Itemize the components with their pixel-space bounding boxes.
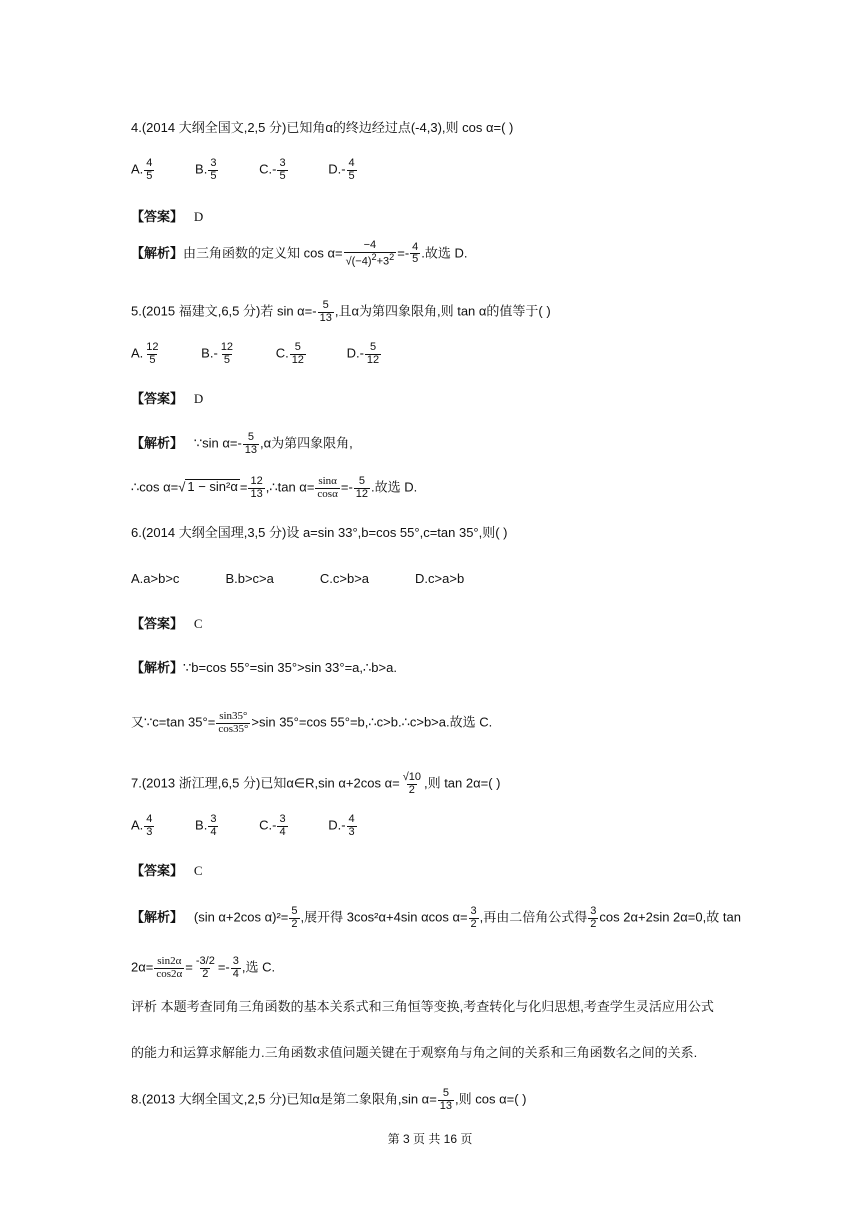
q6-option-d: D.c>a>b: [415, 571, 465, 586]
q6-option-c: C.c>b>a: [319, 571, 370, 586]
q4-stem: 4.(2014 大纲全国文,2,5 分)已知角α的终边经过点(-4,3),则 cos α=( ): [131, 120, 514, 135]
q4-answer: 【答案】 D: [131, 209, 204, 224]
q4-option-d: D.- $\frac{4}{5}$: [328, 157, 355, 182]
page-footer: 第 3 页 共 16 页: [387, 1132, 473, 1146]
q5-answer: 【答案】 D: [131, 391, 204, 406]
q6-option-a: A.a>b>c: [131, 571, 180, 586]
q5-options: [131, 342, 418, 366]
q6-answer: 【答案】 C: [131, 616, 203, 631]
q7-comment-line2: 的能力和运算求解能力.三角函数求值问题关键在于观察角与角之间的关系和三角函数名之间的关系.: [131, 1045, 698, 1060]
q4-analysis: 【解析】由三角函数的定义知 cos α= $\frac{-4}{√(-4)^2+3^2}$ =- $\frac{4}{5}$ .故选 D.: [131, 239, 468, 268]
q7-answer: 【答案】 C: [131, 863, 203, 878]
q7-option-a: A. $\frac{4}{3}$: [131, 813, 153, 838]
q4-options: [131, 158, 394, 182]
q8-stem: 8.(2013 大纲全国文,2,5 分)已知α是第二象限角,sin α= $\frac{5}{13}$ ,则 cos α=( ): [131, 1087, 527, 1112]
q7-option-c: C.- $\frac{3}{4}$: [259, 813, 286, 838]
q4-option-c: C.- $\frac{3}{5}$: [259, 157, 286, 182]
q7-stem: 7.(2013 浙江理,6,5 分)已知α∈R,sin α+2cos α= $\frac{√10}{2}$ ,则 tan 2α=( ): [131, 771, 501, 796]
q4-option-a: A. $\frac{4}{5}$: [131, 157, 153, 182]
q5-option-b: B.- $\frac{12}{5}$: [201, 341, 234, 366]
q7-options: [131, 814, 394, 838]
q5-option-a: A. $\frac{12}{5}$: [131, 341, 159, 366]
q7-option-b: B. $\frac{3}{4}$: [195, 813, 217, 838]
q6-options: [131, 572, 500, 585]
q4-option-b: B. $\frac{3}{5}$: [195, 157, 217, 182]
q5-stem: 5.(2015 福建文,6,5 分)若 sin α=- $\frac{5}{13}$ ,且α为第四象限角,则 tan α的值等于( ): [131, 299, 551, 324]
q7-comment-line1: 评析 本题考查同角三角函数的基本关系式和三角恒等变换,考查转化与化归思想,考查学生灵活应用公式: [131, 999, 714, 1014]
q7-option-d: D.- $\frac{4}{3}$: [328, 813, 355, 838]
q5-analysis-line2: ∴cos α=√ 1 − sin²α = $\frac{12}{13}$ ,∴tan α= $\frac{\sin\alpha}{\cos\alpha}$ =- $\frac{5}{12}$ .故选 D.: [131, 475, 418, 500]
q7-analysis-line2: 2α= $\frac{\sin 2\alpha}{\cos 2\alpha}$ = $\frac{-3/2}{2}$ =- $\frac{3}{4}$ ,选 C.: [131, 955, 276, 980]
q6-analysis-line1: 【解析】∵b=cos 55°=sin 35°>sin 33°=a,∴b>a.: [131, 660, 397, 675]
q5-analysis-line1: 【解析】 ∵sin α=- $\frac{5}{13}$ ,α为第四象限角,: [131, 431, 353, 456]
q6-analysis-line2: 又∵c=tan 35°= $\frac{\sin 35^\circ}{\cos 35^\circ}$ >sin 35°=cos 55°=b,∴c>b.∴c>b>a.故选 C.: [131, 710, 493, 735]
q7-analysis-line1: 【解析】 (sin α+2cos α)²= $\frac{5}{2}$ ,展开得 3cos²α+4sin αcos α= $\frac{3}{2}$ ,再由二倍角公式得 $\frac{3}{2}$ cos 2α+2sin 2α=0,故 tan: [131, 905, 741, 930]
q5-option-c: C. $\frac{5}{12}$: [275, 341, 304, 366]
q6-option-b: B.b>c>a: [225, 571, 274, 586]
q5-option-d: D.- $\frac{5}{12}$: [346, 341, 380, 366]
q6-stem: 6.(2014 大纲全国理,3,5 分)设 a=sin 33°,b=cos 55°,c=tan 35°,则( ): [131, 525, 508, 540]
